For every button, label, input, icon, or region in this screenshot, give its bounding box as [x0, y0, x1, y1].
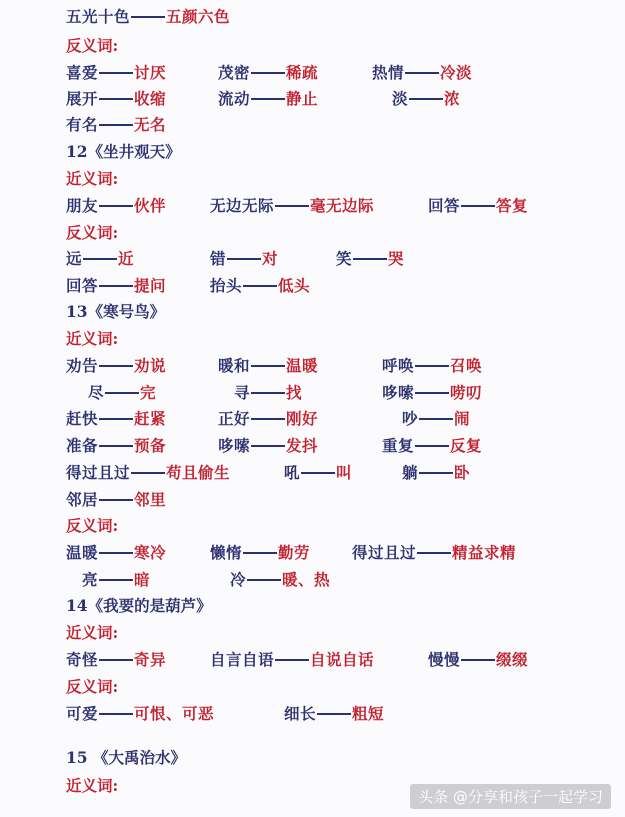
answer-word: 可恨、可恶	[134, 704, 215, 723]
word: 喜爱	[66, 63, 99, 82]
dash-divider	[415, 365, 449, 367]
dash-divider	[99, 418, 133, 420]
word-pair	[66, 433, 166, 459]
dash-divider	[415, 392, 449, 394]
answer-word: 近	[118, 249, 135, 268]
word-row	[0, 433, 625, 459]
answer-word: 勤劳	[278, 543, 311, 562]
word-row	[0, 701, 625, 727]
answer-word: 发抖	[286, 436, 319, 455]
word: 劝告	[66, 356, 99, 375]
answer-word: 温暖	[286, 356, 319, 375]
dash-divider	[247, 579, 281, 581]
dash-divider	[251, 392, 285, 394]
lesson-title: 15 《大禹治水》	[66, 748, 186, 767]
synonym-label: 近义词:	[66, 329, 119, 348]
word-pair	[218, 86, 318, 112]
answer-word: 缀缀	[496, 650, 529, 669]
antonym-label: 反义词:	[66, 677, 119, 696]
lesson-heading-row	[0, 593, 625, 619]
word-row	[0, 353, 625, 379]
word-row	[0, 246, 625, 272]
dash-divider	[99, 98, 133, 100]
word-pair	[210, 647, 374, 673]
answer-word: 收缩	[134, 89, 167, 108]
word: 奇怪	[66, 650, 99, 669]
word-row	[0, 112, 625, 138]
word-row	[0, 193, 625, 219]
dash-divider	[461, 205, 495, 207]
answer-word: 静止	[286, 89, 319, 108]
word: 抬头	[210, 276, 243, 295]
word: 得过且过	[66, 463, 131, 482]
section-label-row	[0, 220, 625, 246]
answer-word: 完	[140, 383, 157, 402]
answer-word: 反复	[450, 436, 483, 455]
word: 呼唤	[382, 356, 415, 375]
answer-word: 浓	[444, 89, 461, 108]
word-row	[0, 567, 625, 593]
dash-divider	[131, 472, 165, 474]
answer-word: 粗短	[352, 704, 385, 723]
word-row	[0, 86, 625, 112]
word-pair	[234, 380, 302, 406]
word: 躺	[402, 463, 419, 482]
section-label-row	[0, 620, 625, 646]
synonym-label: 近义词:	[66, 776, 119, 795]
answer-word: 精益求精	[452, 543, 517, 562]
answer-word: 刚好	[286, 409, 319, 428]
answer-word: 奇异	[134, 650, 167, 669]
word-pair	[88, 380, 156, 406]
dash-divider	[251, 365, 285, 367]
dash-divider	[251, 98, 285, 100]
answer-word: 召唤	[450, 356, 483, 375]
word: 懒惰	[210, 543, 243, 562]
word-pair	[218, 60, 318, 86]
answer-word: 哭	[388, 249, 405, 268]
word: 哆嗦	[218, 436, 251, 455]
word: 自言自语	[210, 650, 275, 669]
word: 回答	[66, 276, 99, 295]
answer-word: 唠叨	[450, 383, 483, 402]
lesson-title: 12《坐井观天》	[66, 142, 181, 161]
answer-word: 卧	[454, 463, 471, 482]
word: 错	[210, 249, 227, 268]
word-row	[0, 460, 625, 486]
dash-divider	[99, 552, 133, 554]
word-row	[0, 487, 625, 513]
dash-divider	[409, 98, 443, 100]
answer-word: 讨厌	[134, 63, 167, 82]
word: 重复	[382, 436, 415, 455]
word-pair	[210, 246, 278, 272]
word-pair	[382, 433, 482, 459]
word-pair	[66, 460, 230, 486]
section-label-row	[0, 326, 625, 352]
word-pair	[230, 567, 330, 593]
dash-divider	[275, 205, 309, 207]
word-pair	[66, 86, 166, 112]
antonym-label: 反义词:	[66, 36, 119, 55]
word: 回答	[428, 196, 461, 215]
dash-divider	[243, 285, 277, 287]
dash-divider	[99, 285, 133, 287]
answer-word: 赶紧	[134, 409, 167, 428]
word-pair	[66, 406, 166, 432]
word-pair	[428, 193, 528, 219]
word: 五光十色	[66, 7, 131, 26]
word: 暖和	[218, 356, 251, 375]
answer-word: 预备	[134, 436, 167, 455]
word: 准备	[66, 436, 99, 455]
answer-word: 闹	[454, 409, 471, 428]
word: 茂密	[218, 63, 251, 82]
lesson-heading-row	[0, 139, 625, 165]
dash-divider	[317, 713, 351, 715]
word-pair	[66, 540, 166, 566]
word-pair	[210, 540, 310, 566]
word: 冷	[230, 570, 247, 589]
lesson-heading-row	[0, 299, 625, 325]
antonym-label: 反义词:	[66, 223, 119, 242]
dash-divider	[275, 659, 309, 661]
word-pair	[382, 380, 482, 406]
word: 寻	[234, 383, 251, 402]
section-label-row	[0, 33, 625, 59]
word-pair	[218, 353, 318, 379]
word: 热情	[372, 63, 405, 82]
section-label-row	[0, 513, 625, 539]
word-row	[0, 540, 625, 566]
dash-divider	[99, 659, 133, 661]
word-row	[0, 406, 625, 432]
antonym-label: 反义词:	[66, 516, 119, 535]
dash-divider	[99, 72, 133, 74]
answer-word: 答复	[496, 196, 529, 215]
word-pair	[382, 353, 482, 379]
lesson-title: 14《我要的是葫芦》	[66, 596, 212, 615]
lesson-title: 13《寒号鸟》	[66, 302, 166, 321]
word: 流动	[218, 89, 251, 108]
dash-divider	[99, 205, 133, 207]
dash-divider	[227, 258, 261, 260]
answer-word: 无名	[134, 115, 167, 134]
dash-divider	[99, 124, 133, 126]
word: 正好	[218, 409, 251, 428]
dash-divider	[419, 418, 453, 420]
word: 亮	[82, 570, 99, 589]
dash-divider	[99, 499, 133, 501]
dash-divider	[99, 579, 133, 581]
section-label-row	[0, 166, 625, 192]
dash-divider	[99, 365, 133, 367]
dash-divider	[105, 392, 139, 394]
dash-divider	[301, 472, 335, 474]
answer-word: 自说自话	[310, 650, 375, 669]
answer-word: 暗	[134, 570, 151, 589]
word-pair	[402, 406, 470, 432]
word-pair	[372, 60, 472, 86]
answer-word: 叫	[336, 463, 353, 482]
word-pair	[82, 567, 150, 593]
dash-divider	[251, 445, 285, 447]
word-pair	[66, 701, 214, 727]
word: 温暖	[66, 543, 99, 562]
word: 笑	[336, 249, 353, 268]
word: 慢慢	[428, 650, 461, 669]
word: 吼	[284, 463, 301, 482]
watermark: 头条 @分享和孩子一起学习	[410, 784, 611, 809]
word: 有名	[66, 115, 99, 134]
dash-divider	[415, 445, 449, 447]
answer-word: 邻里	[134, 490, 167, 509]
word-pair	[66, 193, 166, 219]
word-pair	[428, 647, 528, 673]
answer-word: 寒冷	[134, 543, 167, 562]
answer-word: 暖、热	[282, 570, 331, 589]
dash-divider	[251, 72, 285, 74]
answer-word: 五颜六色	[166, 7, 231, 26]
word-pair	[66, 4, 230, 30]
dash-divider	[419, 472, 453, 474]
word: 可爱	[66, 704, 99, 723]
word: 朋友	[66, 196, 99, 215]
word-row	[0, 273, 625, 299]
word-pair	[66, 487, 166, 513]
word: 哆嗦	[382, 383, 415, 402]
answer-word: 稀疏	[286, 63, 319, 82]
dash-divider	[405, 72, 439, 74]
word-pair	[66, 273, 166, 299]
word-row	[0, 4, 625, 30]
word-pair	[402, 460, 470, 486]
dash-divider	[99, 713, 133, 715]
word-row	[0, 60, 625, 86]
word-pair	[218, 433, 318, 459]
word: 细长	[284, 704, 317, 723]
word: 无边无际	[210, 196, 275, 215]
word: 邻居	[66, 490, 99, 509]
word: 淡	[392, 89, 409, 108]
dash-divider	[83, 258, 117, 260]
answer-word: 毫无边际	[310, 196, 375, 215]
word-pair	[284, 460, 352, 486]
word-pair	[336, 246, 404, 272]
answer-word: 伙伴	[134, 196, 167, 215]
lesson-heading-row	[0, 745, 625, 771]
word-pair	[210, 273, 310, 299]
section-label-row	[0, 674, 625, 700]
dash-divider	[131, 16, 165, 18]
word-pair	[66, 246, 134, 272]
dash-divider	[243, 552, 277, 554]
answer-word: 苟且偷生	[166, 463, 231, 482]
word: 得过且过	[352, 543, 417, 562]
word-row	[0, 380, 625, 406]
word-pair	[66, 60, 166, 86]
word-pair	[66, 647, 166, 673]
word: 尽	[88, 383, 105, 402]
dash-divider	[99, 445, 133, 447]
word-pair	[66, 353, 166, 379]
word: 吵	[402, 409, 419, 428]
word-pair	[392, 86, 460, 112]
dash-divider	[353, 258, 387, 260]
word: 远	[66, 249, 83, 268]
word-pair	[218, 406, 318, 432]
word-row	[0, 647, 625, 673]
synonym-label: 近义词:	[66, 169, 119, 188]
word-pair	[210, 193, 374, 219]
word: 展开	[66, 89, 99, 108]
dash-divider	[417, 552, 451, 554]
answer-word: 劝说	[134, 356, 167, 375]
answer-word: 提问	[134, 276, 167, 295]
answer-word: 对	[262, 249, 279, 268]
dash-divider	[251, 418, 285, 420]
word-pair	[284, 701, 384, 727]
word: 赶快	[66, 409, 99, 428]
word-pair	[352, 540, 516, 566]
word-pair	[66, 112, 166, 138]
dash-divider	[461, 659, 495, 661]
answer-word: 低头	[278, 276, 311, 295]
answer-word: 冷淡	[440, 63, 473, 82]
answer-word: 找	[286, 383, 303, 402]
synonym-label: 近义词:	[66, 623, 119, 642]
